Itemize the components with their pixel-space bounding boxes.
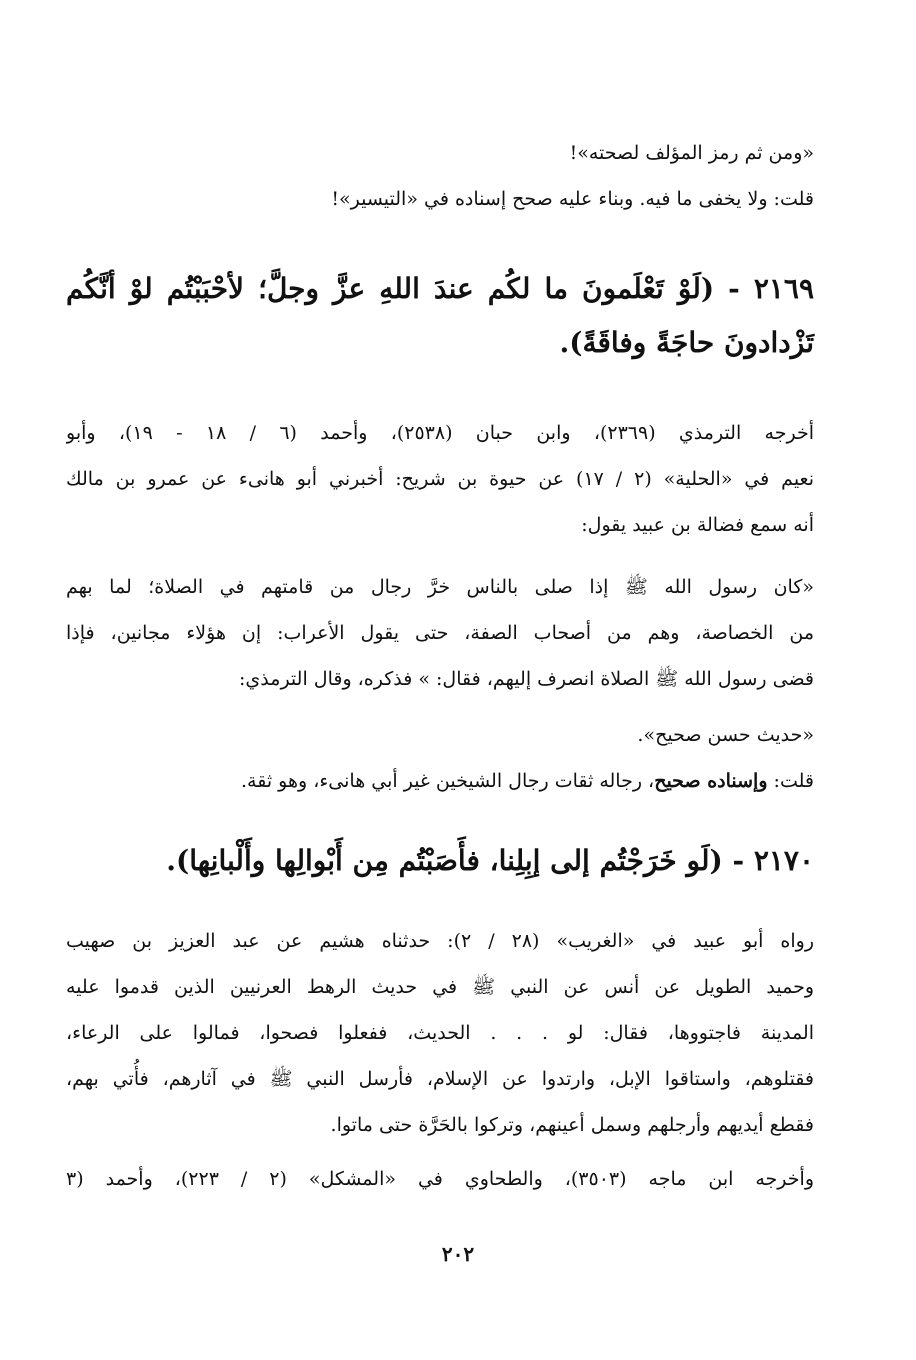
page-number: ٢٠٢: [441, 1242, 475, 1266]
heading-line: تَزْدادونَ حاجَةً وفاقَةً).: [559, 326, 814, 359]
takhrij-line: وأخرجه ابن ماجه (٣٥٠٣)، والطحاوي في «المشكل» (٢ / ٢٢٣)، وأحمد (٣: [66, 1168, 814, 1190]
hadith-2169-takhrij: [66, 410, 814, 548]
page-body: [66, 130, 814, 1202]
takhrij-line: أخرجه الترمذي (٢٣٦٩)، وابن حبان (٢٥٣٨)، وأحمد (٦ / ١٨ - ١٩)، وأبو: [66, 422, 814, 444]
ruling-rest: ، رجاله ثقات رجال الشيخين غير أبي هانىء، وهو ثقة.: [241, 770, 655, 792]
hadith-2170-heading: ٢١٧٠ - (لَو خَرَجْتُم إلى إبِلِنا، فأَصَبْتُم مِن أَبْوالِها وأَلْبانِها).: [166, 844, 814, 877]
heading-line: ٢١٦٩ - (لَوْ تَعْلَمونَ ما لكُم عندَ اللهِ عزَّ وجلَّ؛ لأحْبَبْتُم لوْ أنَّكُم: [66, 272, 814, 305]
text-line: فقتلوهم، واستاقوا الإبل، وارتدوا عن الإسلام، فأرسل النبي ﷺ في آثارهم، فأُتي بهم،: [66, 1068, 814, 1090]
text-line: فقطع أيديهم وأرجلهم وسمل أعينهم، وتركوا بالحَرَّة حتى ماتوا.: [330, 1114, 814, 1136]
quote-line: «ومن ثم رمز المؤلف لصحته»!: [569, 142, 814, 164]
ruling-line: [66, 758, 814, 804]
hadith-2170-text: [66, 918, 814, 1148]
tirmidhi-quote: «حديث حسن صحيح».: [637, 724, 814, 746]
text-line: وحميد الطويل عن أنس عن النبي ﷺ في حديث الرهط العرنيين الذين قدموا عليه: [66, 976, 814, 998]
ruling-prefix: قلت:: [767, 770, 814, 792]
hadith-2169-text: [66, 564, 814, 702]
text-line: رواه أبو عبيد في «الغريب» (٢٨ / ٢): حدثناه هشيم عن عبد العزيز بن صهيب: [66, 930, 814, 952]
takhrij-line: أنه سمع فضالة بن عبيد يقول:: [581, 514, 814, 536]
note-line: قلت: ولا يخفى ما فيه. وبناء عليه صحح إسناده في «التيسير»!: [331, 188, 814, 210]
hadith-2169-heading: [66, 262, 814, 370]
text-line: من الخصاصة، وهم من أصحاب الصفة، حتى يقول الأعراب: إن هؤلاء مجانين، فإذا: [66, 622, 814, 644]
text-line: قضى رسول الله ﷺ الصلاة انصرف إليهم، فقال: » فذكره، وقال الترمذي:: [239, 668, 814, 690]
takhrij-line: نعيم في «الحلية» (٢ / ١٧) عن حيوة بن شريح: أخبرني أبو هانىء عن عمرو بن مالك: [66, 468, 814, 490]
text-line: «كان رسول الله ﷺ إذا صلى بالناس خرَّ رجال من قامتهم في الصلاة؛ لما بهم: [66, 576, 814, 598]
ruling-bold: وإسناده صحيح: [654, 770, 768, 792]
text-line: المدينة فاجتووها، فقال: لو . . . الحديث، ففعلوا فصحوا، فمالوا على الرعاء،: [66, 1022, 814, 1044]
